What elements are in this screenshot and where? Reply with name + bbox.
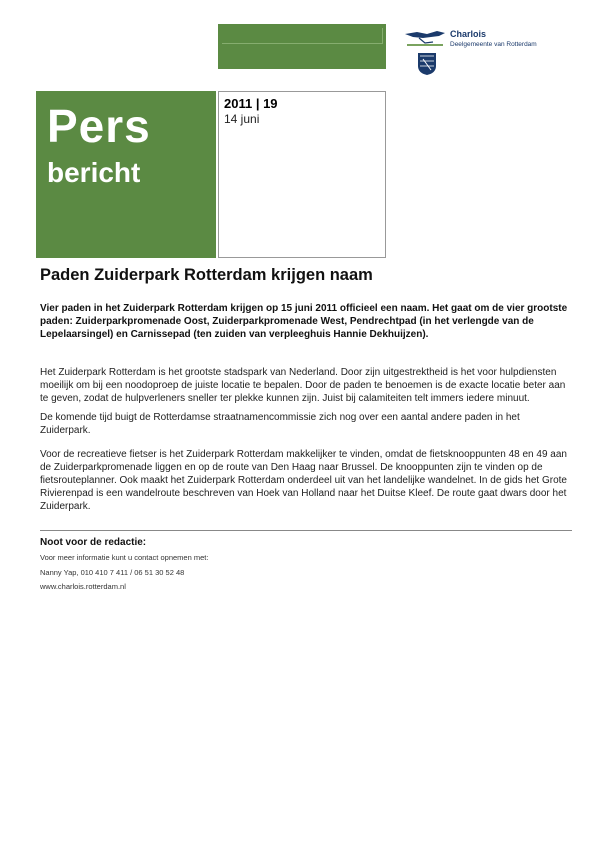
issue-number: 2011 | 19 [224,96,278,111]
pers-word: Pers [47,100,151,152]
article-paragraph: Het Zuiderpark Rotterdam is het grootste stadspark van Nederland. Door zijn uitgestrektheid is het voor hulpdiensten moeilijk om bij een noodoproep de juiste locatie te bepalen. Door de paden te benoemen is de exacte locatie beter aan te geven, zodat de hulpverleners sneller ter plekke kunnen zijn. Juist bij calamiteiten telt immers iedere minuut. [40,367,566,404]
article-lead: Vier paden in het Zuiderpark Rotterdam krijgen op 15 juni 2011 officieel een naam. Het gaat om de vier grootste paden: Zuiderparkpromenade Oost, Zuiderparkpromenade West, Pendrechtpad (in het verlengde van de Lepelaarsingel) en Carnissepad (ten zuiden van verpleeghuis Hannie Dekhuijzen). [40,303,568,340]
org-name: Charlois [450,29,487,39]
footer-divider [40,530,572,531]
issue-box [218,91,386,258]
article-paragraph: De komende tijd buigt de Rotterdamse straatnamencommissie zich nog over een aantal andere paden in het Zuiderpark. [40,412,520,436]
header-green-bar-line [222,43,382,44]
persbericht-block [36,91,216,258]
bericht-word: bericht [47,157,141,188]
article-paragraph: Voor de recreatieve fietser is het Zuiderpark Rotterdam makkelijker te vinden, omdat de fietsknooppunten 48 en 49 aan de Zuiderparkpromenade liggen en op de route van Den Haag naar Brussel. De knooppunten zijn te vinden op de fietsrouteplanner. Ook maakt het Zuiderpark Rotterdam onderdeel uit van het landelijke wandelnet. In de gids het Grote Rivierenpad is een wandelroute beschreven van Hoek van Holland naar het Duitse Kleef. De route gaat dwars door het Zuiderpark. [40,449,567,512]
header-green-bar-vline [382,28,383,44]
issue-date: 14 juni [224,112,260,126]
footer-title: Noot voor de redactie: [40,537,147,548]
charlois-logo [403,26,553,82]
heron-emblem-icon [403,26,449,50]
article-headline: Paden Zuiderpark Rotterdam krijgen naam [40,266,373,284]
org-subtitle: Deelgemeente van Rotterdam [450,41,537,48]
footer-contact-person: Nanny Yap, 010 410 7 411 / 06 51 30 52 48 [40,568,185,577]
coat-of-arms-icon [417,52,437,76]
header-green-bar [218,24,386,69]
footer-website-link[interactable]: www.charlois.rotterdam.nl [40,582,126,591]
footer-contact-intro: Voor meer informatie kunt u contact opnemen met: [40,553,209,562]
